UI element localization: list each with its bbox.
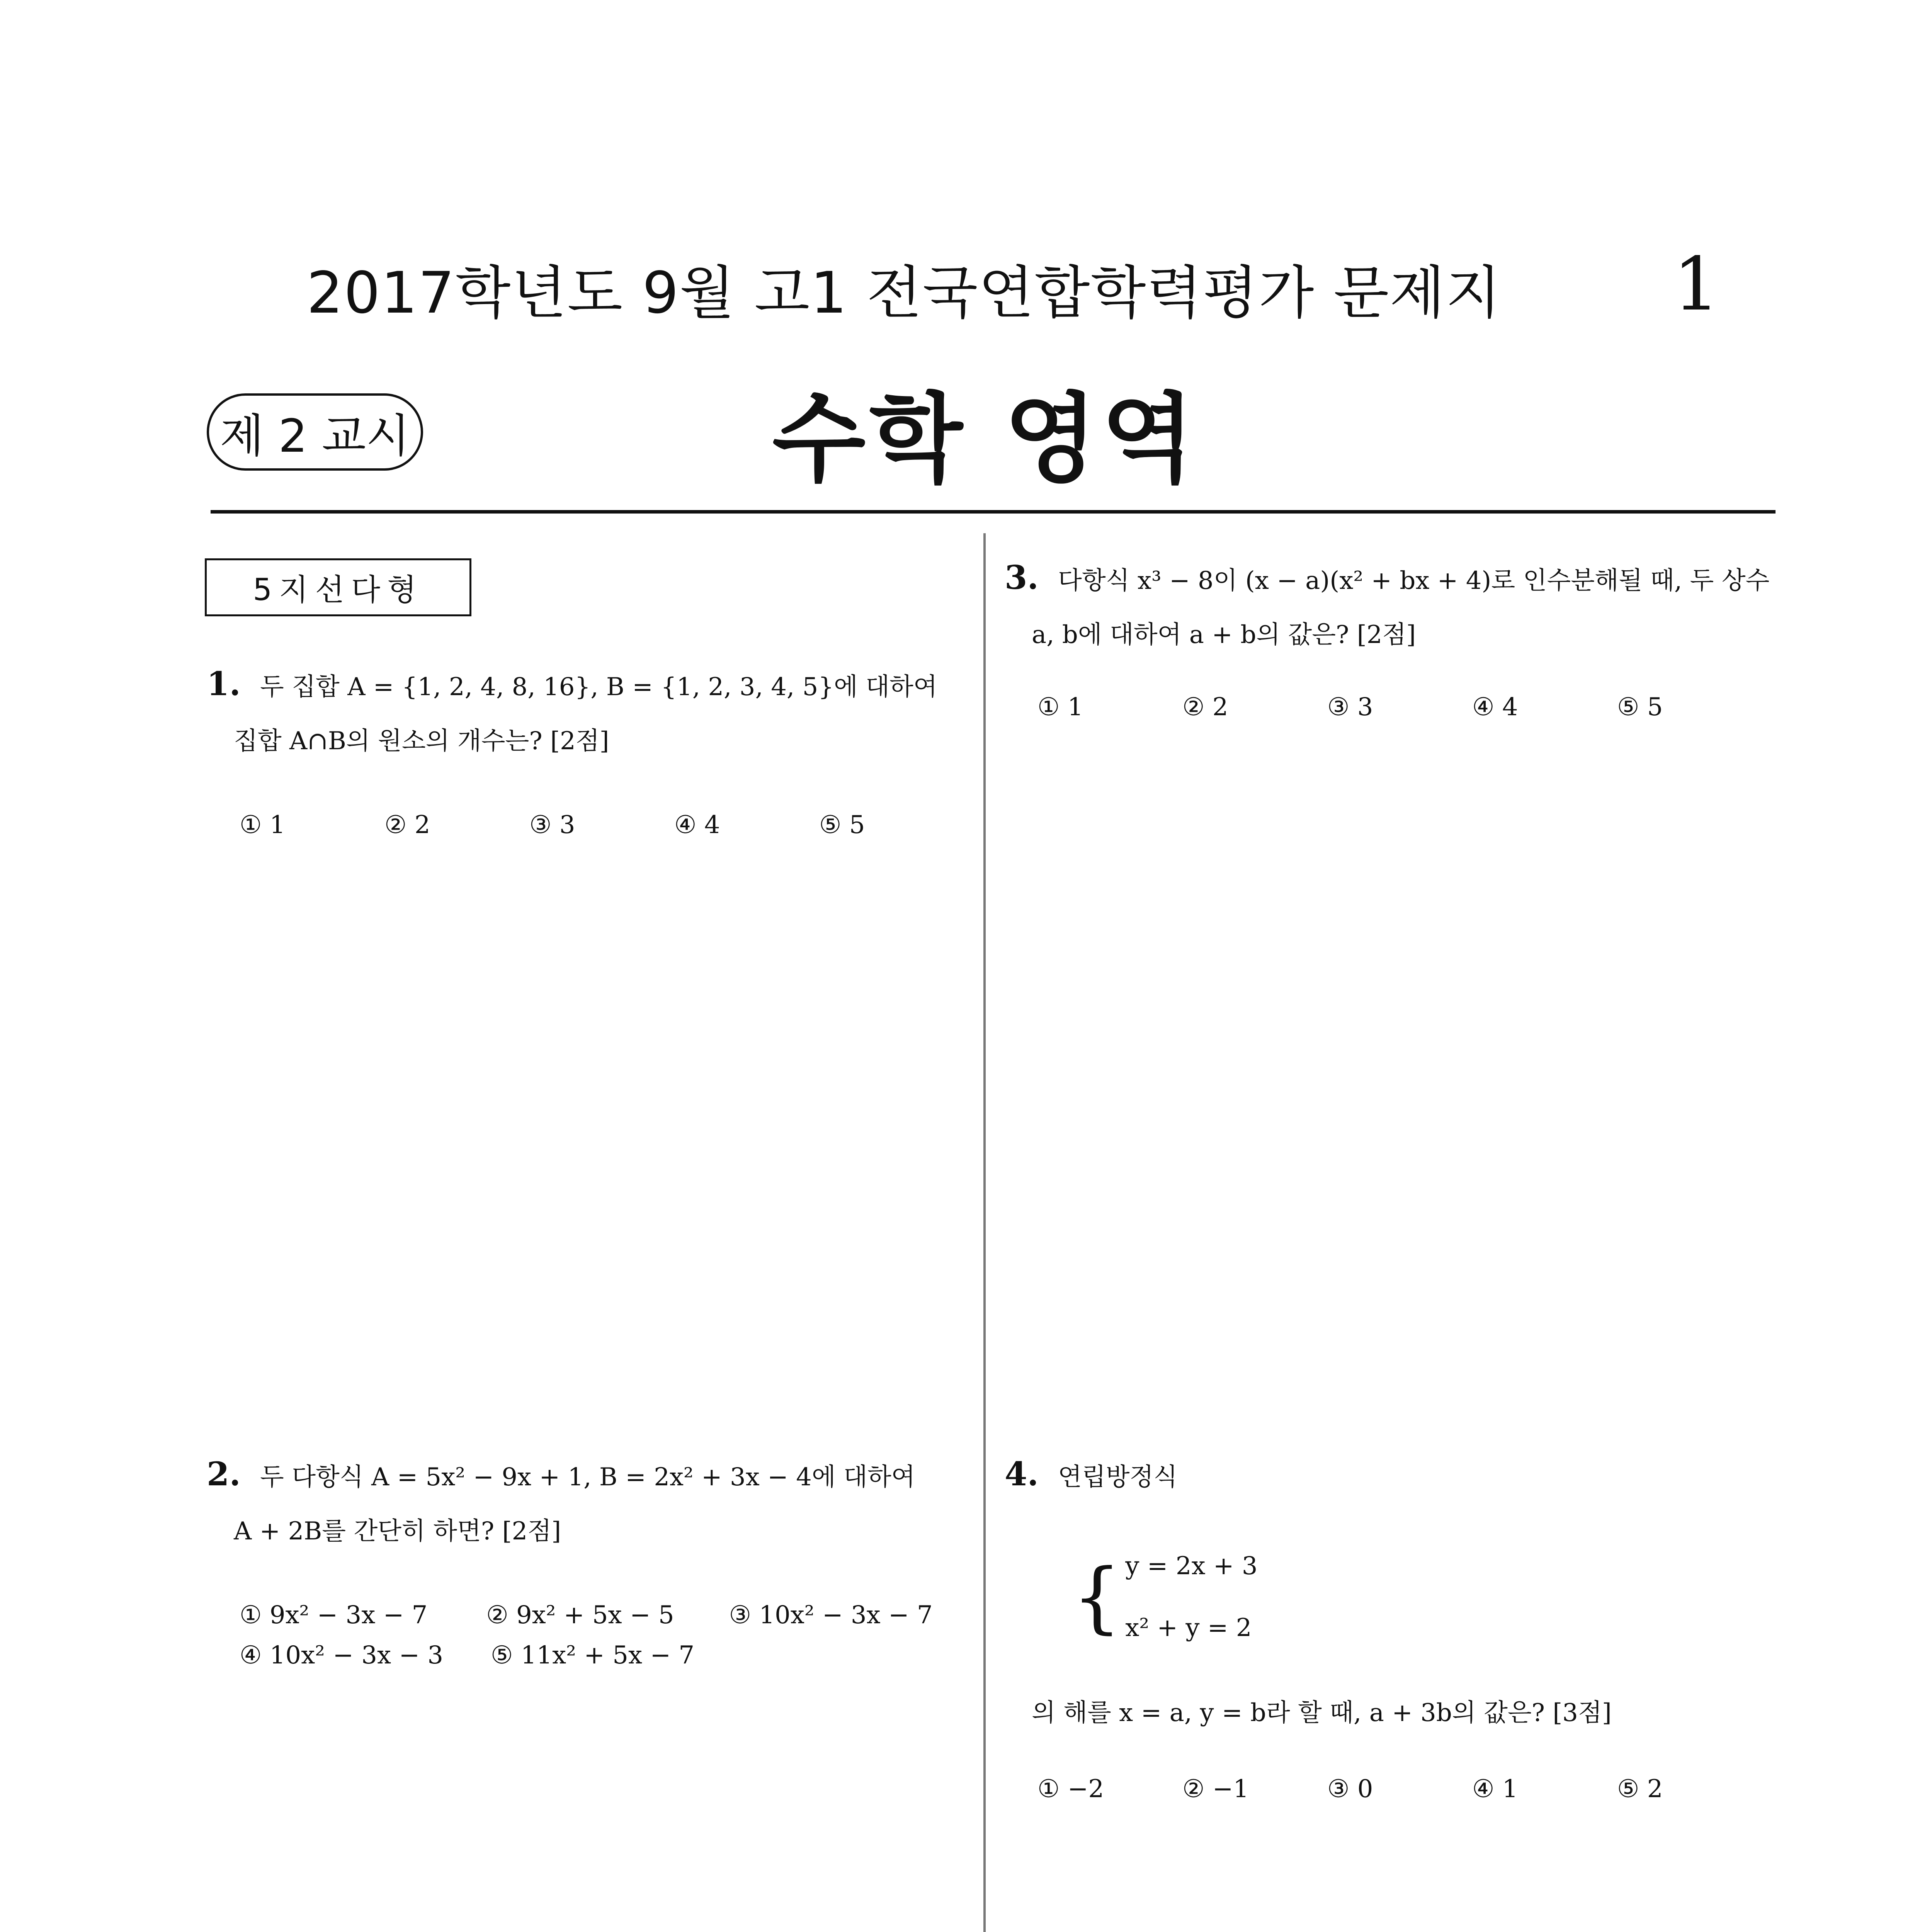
question-text-line2: 의 해를 x = a, y = b라 할 때, a + 3b의 값은? [3점] — [1032, 1699, 1612, 1727]
choice-3[interactable]: ③ 3 — [529, 811, 575, 839]
choice-4[interactable]: ④ 4 — [1472, 693, 1518, 721]
period-label: 제 2 교시 — [219, 409, 410, 463]
choice-4[interactable]: ④ 10x² − 3x − 3 — [240, 1641, 444, 1670]
choice-1[interactable]: ① −2 — [1037, 1775, 1104, 1803]
choice-3[interactable]: ③ 3 — [1327, 693, 1373, 721]
choice-2[interactable]: ② 9x² + 5x − 5 — [486, 1601, 674, 1629]
question-text-line2: 집합 A∩B의 원소의 개수는? [2점] — [234, 727, 609, 755]
question-number: 4. — [1005, 1455, 1039, 1493]
exam-title: 2017학년도 9월 고1 전국연합학력평가 문제지 — [306, 260, 1502, 326]
subject-title: 수학 영역 — [772, 383, 1199, 495]
choice-1[interactable]: ① 1 — [240, 811, 286, 839]
brace-symbol: { — [1072, 1552, 1122, 1642]
equation-1: y = 2x + 3 — [1125, 1552, 1258, 1580]
section-label-text: 5지선다형 — [253, 573, 423, 607]
choice-5[interactable]: ⑤ 11x² + 5x − 7 — [491, 1641, 695, 1670]
question-text-line1: 다항식 x³ − 8이 (x − a)(x² + bx + 4)로 인수분해될 때, 두 상수 — [1058, 566, 1770, 595]
question-2 — [207, 1447, 972, 1670]
question-text-line1: 연립방정식 — [1058, 1463, 1178, 1492]
choice-4[interactable]: ④ 1 — [1472, 1775, 1518, 1803]
header-divider — [211, 510, 1776, 514]
question-text-line1: 두 다항식 A = 5x² − 9x + 1, B = 2x² + 3x − 4에 대하여 — [260, 1463, 915, 1492]
question-text-line2: a, b에 대하여 a + b의 값은? [2점] — [1032, 621, 1416, 649]
choice-5[interactable]: ⑤ 2 — [1617, 1775, 1663, 1803]
choice-3[interactable]: ③ 10x² − 3x − 7 — [729, 1601, 933, 1629]
choice-5[interactable]: ⑤ 5 — [819, 811, 865, 839]
choice-2[interactable]: ② 2 — [1182, 693, 1228, 721]
choice-1[interactable]: ① 1 — [1037, 693, 1083, 721]
question-4 — [1005, 1447, 1777, 1803]
choice-3[interactable]: ③ 0 — [1327, 1775, 1373, 1803]
choice-1[interactable]: ① 9x² − 3x − 7 — [240, 1601, 428, 1629]
equation-2: x² + y = 2 — [1125, 1614, 1252, 1642]
choice-5[interactable]: ⑤ 5 — [1617, 693, 1663, 721]
question-number: 3. — [1005, 558, 1039, 597]
question-number: 2. — [207, 1455, 241, 1493]
choice-2[interactable]: ② −1 — [1182, 1775, 1249, 1803]
question-1 — [207, 657, 972, 839]
question-text-line1: 두 집합 A = {1, 2, 4, 8, 16}, B = {1, 2, 3, 4, 5}에 대하여 — [260, 673, 937, 701]
question-number: 1. — [207, 665, 241, 703]
column-divider — [983, 533, 986, 1932]
equation-system — [1072, 1535, 1777, 1659]
question-3 — [1005, 551, 1777, 721]
section-label — [205, 558, 471, 616]
choice-4[interactable]: ④ 4 — [674, 811, 720, 839]
choice-2[interactable]: ② 2 — [384, 811, 430, 839]
page-number: 1 — [1673, 242, 1720, 327]
question-text-line2: A + 2B를 간단히 하면? [2점] — [234, 1517, 561, 1546]
